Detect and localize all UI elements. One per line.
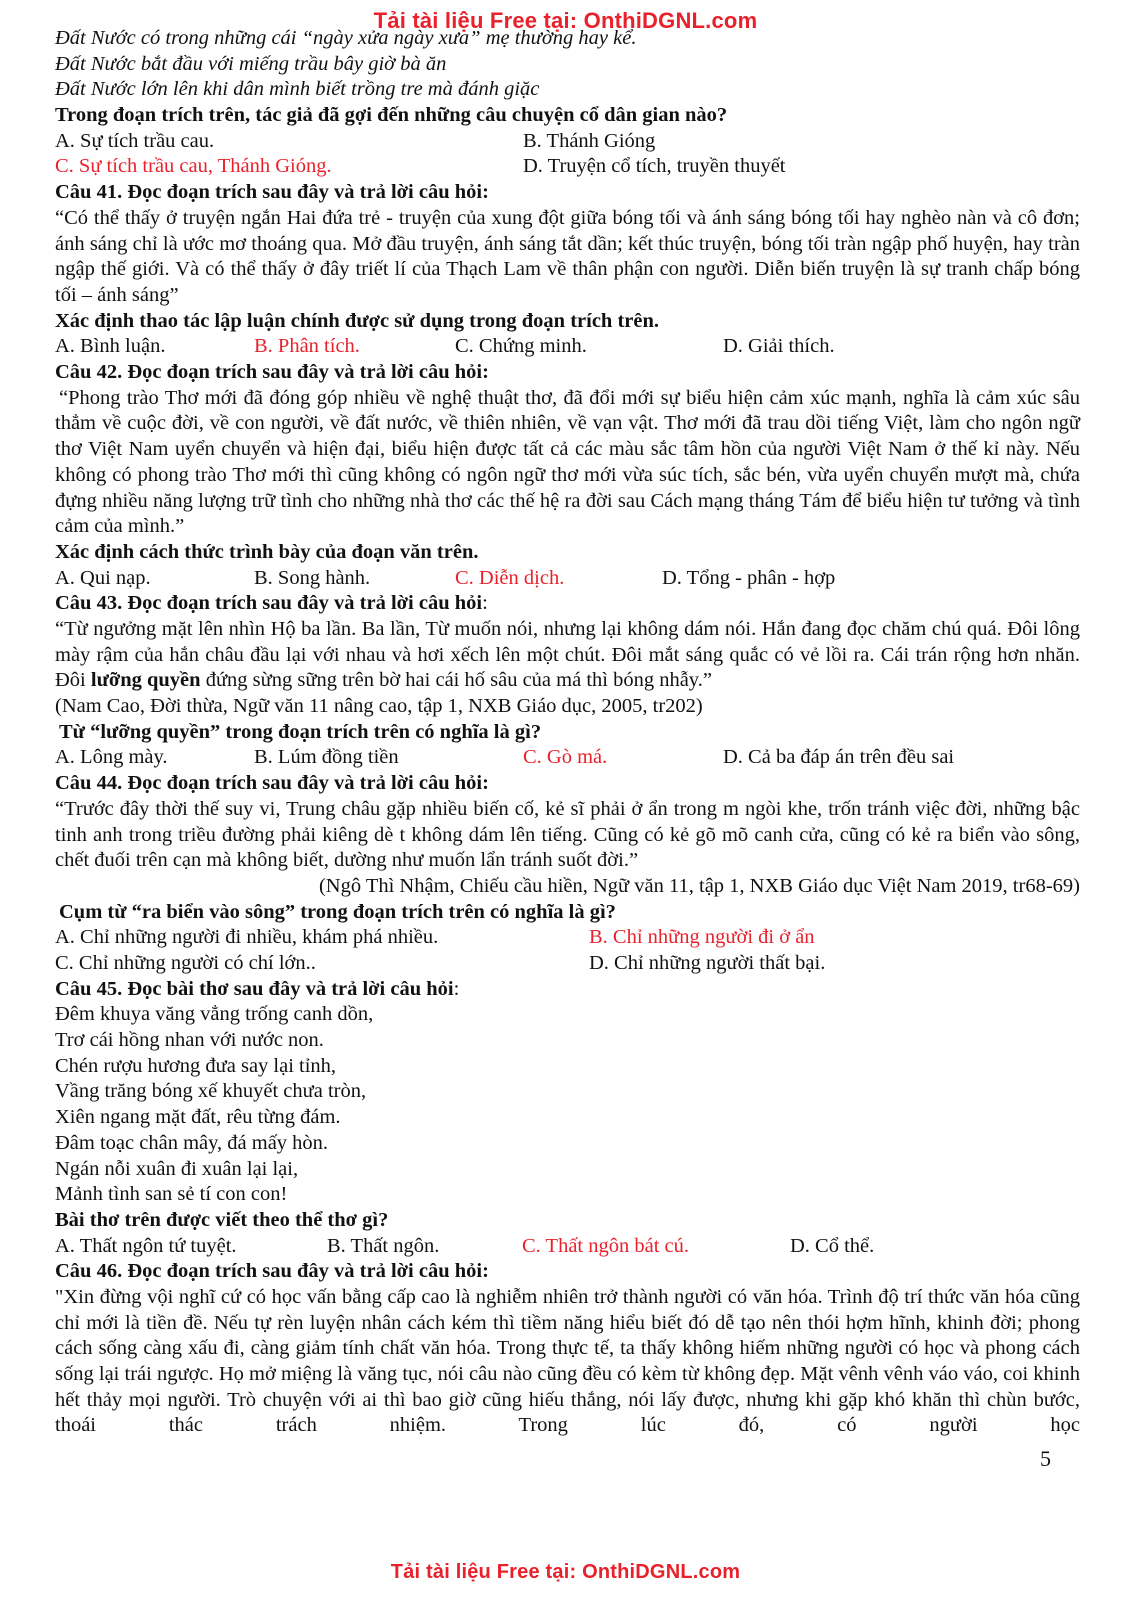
q43-heading-colon: : — [482, 592, 488, 615]
q45-heading-colon: : — [453, 977, 460, 1000]
poem-line: Đất Nước có trong những cái “ngày xửa ngày xưa” mẹ thường hay kể. — [55, 27, 637, 49]
q43-passage-part1: “Từ ngưởng mặt lên nhìn Hộ ba lần. Ba lần, Từ muốn nói, nhưng lại không dám nói. Hắn đang đọc chăm chú quá. Đôi lông mày rậm của hắn châu đầu lại với nhau và hơi xếch lên một chút. Đôi mắt sáng quắc có vẻ lồi ra. Cái trán rộng hơn nhăn. Đôi — [55, 617, 1080, 692]
poem-line: Đất Nước lớn lên khi dân mình biết trồng tre mà đánh giặc — [55, 78, 540, 101]
q43-source: (Nam Cao, Đời thừa, Ngữ văn 11 nâng cao, tập 1, NXB Giáo dục, 2005, tr202) — [55, 695, 703, 718]
q43-question: Từ “lưỡng quyền” trong đoạn trích trên có nghĩa là gì? — [59, 720, 542, 743]
q42-heading: Câu 42. Đọc đoạn trích sau đây và trả lời câu hỏi: — [55, 361, 489, 383]
q43-option-c-answer: C. Gò má. — [523, 746, 608, 769]
q43-heading — [55, 591, 1080, 617]
q41-options — [55, 334, 1080, 360]
q45-heading-text: Câu 45. Đọc bài thơ sau đây và trả lời câu hỏi — [55, 977, 454, 1000]
q44-question: Cụm từ “ra biển vào sông” trong đoạn trích trên có nghĩa là gì? — [59, 900, 616, 923]
q40-question: Trong đoạn trích trên, tác giả đã gợi đến những câu chuyện cổ dân gian nào? — [55, 104, 728, 127]
q43-option-b: B. Lúm đồng tiền — [254, 746, 399, 769]
q42-option-d: D. Tổng - phân - hợp — [662, 566, 836, 589]
q40-option-c-answer: C. Sự tích trầu cau, Thánh Gióng. — [55, 155, 332, 178]
q43-heading-text: Câu 43. Đọc đoạn trích sau đây và trả lời câu hỏi — [55, 592, 483, 615]
q45-question: Bài thơ trên được viết theo thể thơ gì? — [55, 1208, 389, 1231]
q42-question: Xác định cách thức trình bày của đoạn văn trên. — [55, 540, 479, 563]
poem-line: Đất Nước bắt đầu với miếng trầu bây giờ bà ăn — [55, 52, 447, 75]
q45-option-b: B. Thất ngôn. — [327, 1234, 440, 1257]
q45-poem-line: Xiên ngang mặt đất, rêu từng đám. — [55, 1106, 341, 1129]
q44-source: (Ngô Thì Nhậm, Chiếu cầu hiền, Ngữ văn 11, tập 1, NXB Giáo dục Việt Nam 2019, tr68-69) — [318, 874, 1080, 897]
q44-option-d: D. Chỉ những người thất bại. — [589, 952, 826, 974]
q44-heading: Câu 44. Đọc đoạn trích sau đây và trả lời câu hỏi: — [55, 772, 489, 795]
q42-passage: “Phong trào Thơ mới đã đóng góp nhiều về nghệ thuật thơ, đã đổi mới sự biểu hiện cảm xúc mạnh, nghĩa là cảm xúc sâu thẳm về cuộc đời, về con người, về đất nước, về thiên nhiên, về vạn vật. Thơ mới đã trau dồi tiếng Việt, làm cho ngôn ngữ thơ Việt Nam uyển chuyển và hiện đại, biểu hiện được tất cả các màu sắc tâm hồn của người Việt Nam ở thế kỉ này. Nếu không có phong trào Thơ mới thì cũng không có ngôn ngữ thơ mới vừa súc tích, sắc bén, vừa uyển chuyển mượt mà, chứa đựng nhiều năng lượng trữ tình cho những nhà thơ các thế hệ ra đời sau Cách mạng tháng Tám để biểu hiện tư tưởng và tình cảm của mình.” — [55, 386, 1080, 538]
q40-options-row2 — [55, 154, 1080, 180]
q42-options — [55, 566, 1080, 592]
q45-options — [55, 1234, 1080, 1260]
q46-passage: "Xin đừng vội nghĩ cứ có học vấn bằng cấp cao là nghiễm nhiên trở thành người có văn hóa. Trình độ trí thức văn hóa cũng chỉ mới là tiền đề. Nếu tự rèn luyện nhân cách kém thì tiềm năng hiểu biết đó dễ tạo nên thói hợm hĩnh, khinh đời; phong cách sống càng xấu đi, càng giảm tính chất văn hóa. Trong thực tế, ta thấy không hiếm những người có học và phong cách sống lại trái ngược. Họ mở miệng là văng tục, nói câu nào cũng đều có kèm từ không đẹp. Mặt vênh vênh váo váo, coi khinh hết thảy mọi người. Trò chuyện với ai thì bao giờ cũng hiếu thắng, nói lấy được, nhưng khi gặp khó khăn thì chùn bước, thoái thác trách nhiệm. Trong lúc đó, có người học — [55, 1285, 1080, 1437]
q46-heading: Câu 46. Đọc đoạn trích sau đây và trả lời câu hỏi: — [55, 1260, 489, 1283]
q45-poem-line: Vầng trăng bóng xế khuyết chưa tròn, — [55, 1080, 367, 1103]
q40-option-d: D. Truyện cổ tích, truyền thuyết — [523, 155, 786, 178]
q44-option-c: C. Chỉ những người có chí lớn.. — [55, 952, 316, 974]
q44-passage: “Trước đây thời thế suy vi, Trung châu gặp nhiều biến cố, kẻ sĩ phải ở ẩn trong m ngòi khe, trốn tránh việc đời, những bậc tinh anh trong triều đường phải kiêng dè t không dám lên tiếng. Cũng có kẻ gõ mõ canh cửa, cũng có kẻ ra biển vào sông, chết đuối trên cạn mà không biết, dường như muốn lẩn tránh suốt đời.” — [55, 797, 1080, 872]
watermark-bottom: Tải tài liệu Free tại: OnthiDGNL.com — [390, 1561, 741, 1583]
q43-passage — [55, 617, 1080, 694]
q44-option-a: A. Chỉ những người đi nhiều, khám phá nhiều. — [55, 926, 439, 949]
q41-option-b-answer: B. Phân tích. — [254, 335, 360, 358]
q43-option-a: A. Lông mày. — [55, 746, 168, 769]
q41-option-a: A. Bình luận. — [55, 335, 166, 358]
q43-passage-keyword: lưỡng quyền — [90, 669, 201, 692]
q41-question: Xác định thao tác lập luận chính được sử dụng trong đoạn trích trên. — [55, 309, 659, 332]
q45-heading — [55, 977, 1080, 1003]
q42-option-b: B. Song hành. — [254, 566, 371, 589]
q45-option-a: A. Thất ngôn tứ tuyệt. — [55, 1234, 237, 1257]
q40-option-a: A. Sự tích trầu cau. — [55, 129, 215, 152]
q41-option-d: D. Giải thích. — [723, 335, 835, 358]
q45-poem-line: Chén rượu hương đưa say lại tỉnh, — [55, 1054, 337, 1077]
q41-heading: Câu 41. Đọc đoạn trích sau đây và trả lời câu hỏi: — [55, 181, 489, 204]
document-page — [55, 26, 1080, 1439]
q40-option-b: B. Thánh Gióng — [523, 129, 656, 152]
q43-passage-part2: đứng sừng sững trên bờ hai cái hố sâu của má thì bóng nhẫy.” — [200, 669, 712, 692]
q45-poem-line: Đêm khuya văng vẳng trống canh dồn, — [55, 1003, 374, 1026]
q43-options — [55, 745, 1080, 771]
q44-option-b-answer: B. Chỉ những người đi ở ẩn — [589, 926, 815, 949]
q45-poem-line: Mảnh tình san sẻ tí con con! — [55, 1183, 288, 1206]
q43-option-d: D. Cả ba đáp án trên đều sai — [723, 746, 955, 769]
q41-passage: “Có thể thấy ở truyện ngắn Hai đứa trẻ - truyện của xung đột giữa bóng tối và ánh sáng bóng tối hay nghèo nàn và cô đơn; ánh sáng chỉ là ước mơ thoáng qua. Mở đầu truyện, ánh sáng tắt dần; kết thúc truyện, bóng tối tràn ngập phố huyện, hay tràn ngập thế giới. Và có thể thấy ở đây triết lí của Thạch Lam về thân phận con người. Diễn biến truyện là sự tranh chấp bóng tối – ánh sáng” — [55, 206, 1080, 306]
q45-poem-line: Đâm toạc chân mây, đá mấy hòn. — [55, 1131, 329, 1154]
q45-poem-line: Trơ cái hồng nhan với nước non. — [55, 1029, 324, 1052]
watermark-top: Tải tài liệu Free tại: OnthiDGNL.com — [373, 8, 758, 33]
q45-poem-line: Ngán nỗi xuân đi xuân lại lại, — [55, 1157, 299, 1180]
q45-option-d: D. Cổ thể. — [790, 1234, 875, 1257]
q45-option-c-answer: C. Thất ngôn bát cú. — [522, 1234, 690, 1257]
q44-options-row1 — [55, 925, 1080, 951]
q42-option-c-answer: C. Diễn dịch. — [455, 566, 565, 589]
page-number: 5 — [1040, 1446, 1051, 1471]
q40-options-row1 — [55, 129, 1080, 155]
q44-options-row2 — [55, 951, 1080, 977]
q41-option-c: C. Chứng minh. — [455, 335, 587, 358]
q42-option-a: A. Qui nạp. — [55, 566, 151, 589]
